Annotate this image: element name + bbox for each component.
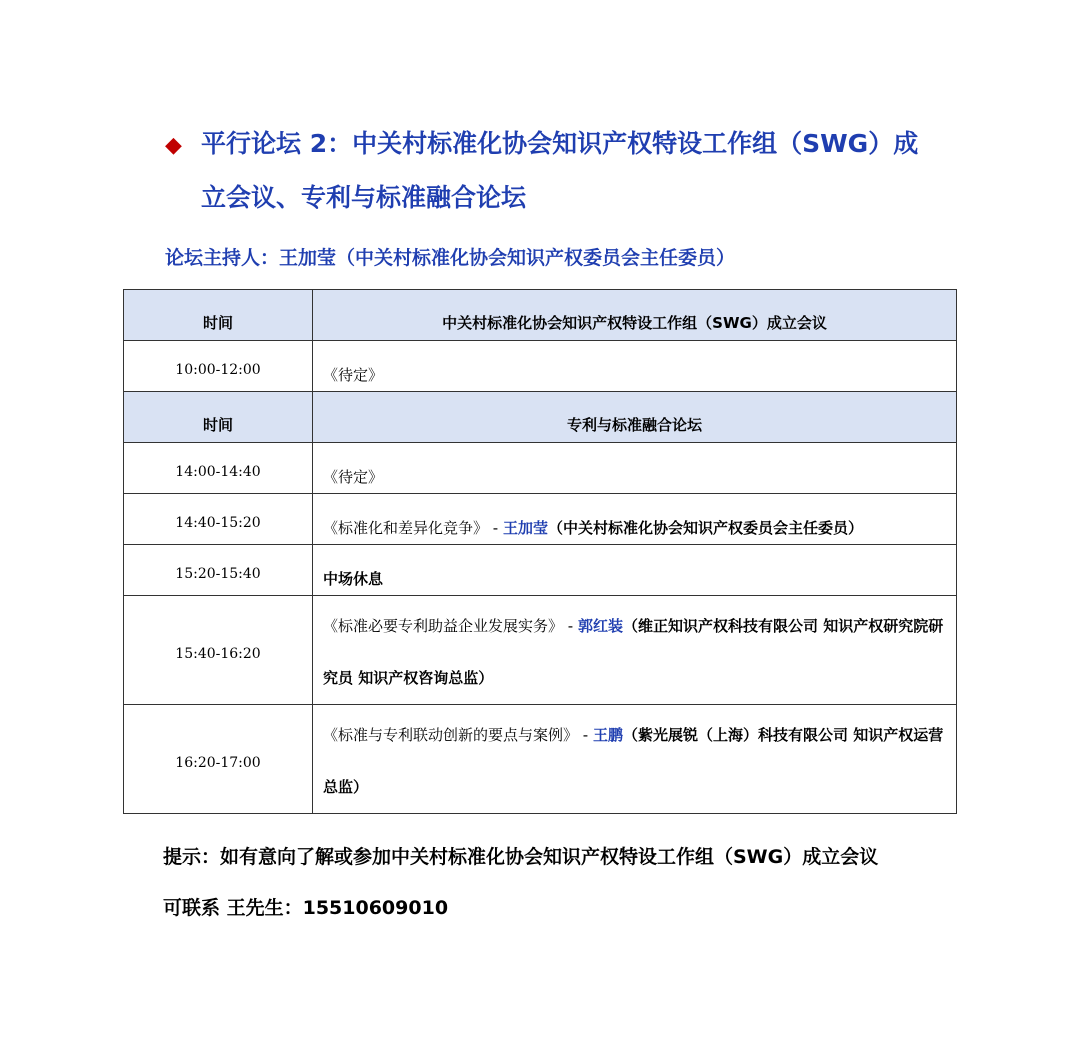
separator: - [488, 519, 503, 537]
diamond-bullet-icon: ◆ [165, 133, 182, 158]
speaker-name: 郭红装 [577, 617, 623, 635]
time-cell: 14:00-14:40 [124, 443, 313, 494]
time-cell: 10:00-12:00 [124, 341, 313, 392]
separator: - [563, 617, 578, 635]
table-row [124, 341, 957, 392]
table-row [124, 545, 957, 596]
tip-line-1: 提示：如有意向了解或参加中关村标准化协会知识产权特设工作组（SWG）成立会议 [163, 846, 879, 868]
table-row [124, 596, 957, 705]
time-cell: 15:40-16:20 [124, 596, 313, 705]
topic-title: 《标准必要专利助益企业发展实务》 [323, 617, 564, 635]
topic-cell: 中场休息 [313, 545, 957, 596]
time-cell: 14:40-15:20 [124, 494, 313, 545]
table-row [124, 705, 957, 814]
forum-heading [165, 118, 945, 224]
table-header-row [124, 290, 957, 341]
table-row [124, 443, 957, 494]
separator: - [578, 726, 593, 744]
speaker-name: 王加莹 [502, 519, 548, 537]
time-header: 时间 [124, 392, 313, 443]
time-header: 时间 [124, 290, 313, 341]
speaker-org: （紫光展锐（上海）科技有限公司 知识产权运营总监） [323, 726, 944, 796]
table-header-row [124, 392, 957, 443]
heading-line-1: 平行论坛 2：中关村标准化协会知识产权特设工作组（SWG）成 [201, 129, 919, 158]
table-row [124, 494, 957, 545]
session-title-header: 专利与标准融合论坛 [313, 392, 957, 443]
heading-line-2: 立会议、专利与标准融合论坛 [201, 183, 527, 212]
speaker-org: （中关村标准化协会知识产权委员会主任委员） [547, 519, 863, 537]
topic-cell [313, 705, 957, 814]
topic-cell [313, 494, 957, 545]
session-title-header: 中关村标准化协会知识产权特设工作组（SWG）成立会议 [313, 290, 957, 341]
topic-cell: 《待定》 [313, 443, 957, 494]
topic-title: 《标准化和差异化竞争》 [323, 519, 489, 537]
time-cell: 16:20-17:00 [124, 705, 313, 814]
schedule-table [123, 289, 957, 814]
forum-host: 论坛主持人：王加莹（中关村标准化协会知识产权委员会主任委员） [165, 247, 736, 269]
speaker-name: 王鹏 [592, 726, 623, 744]
tip-line-2: 可联系 王先生：15510609010 [163, 897, 449, 919]
time-cell: 15:20-15:40 [124, 545, 313, 596]
topic-cell [313, 596, 957, 705]
topic-title: 《标准与专利联动创新的要点与案例》 [323, 726, 579, 744]
topic-cell: 《待定》 [313, 341, 957, 392]
speaker-org: （维正知识产权科技有限公司 知识产权研究院研究员 知识产权咨询总监） [323, 617, 944, 687]
